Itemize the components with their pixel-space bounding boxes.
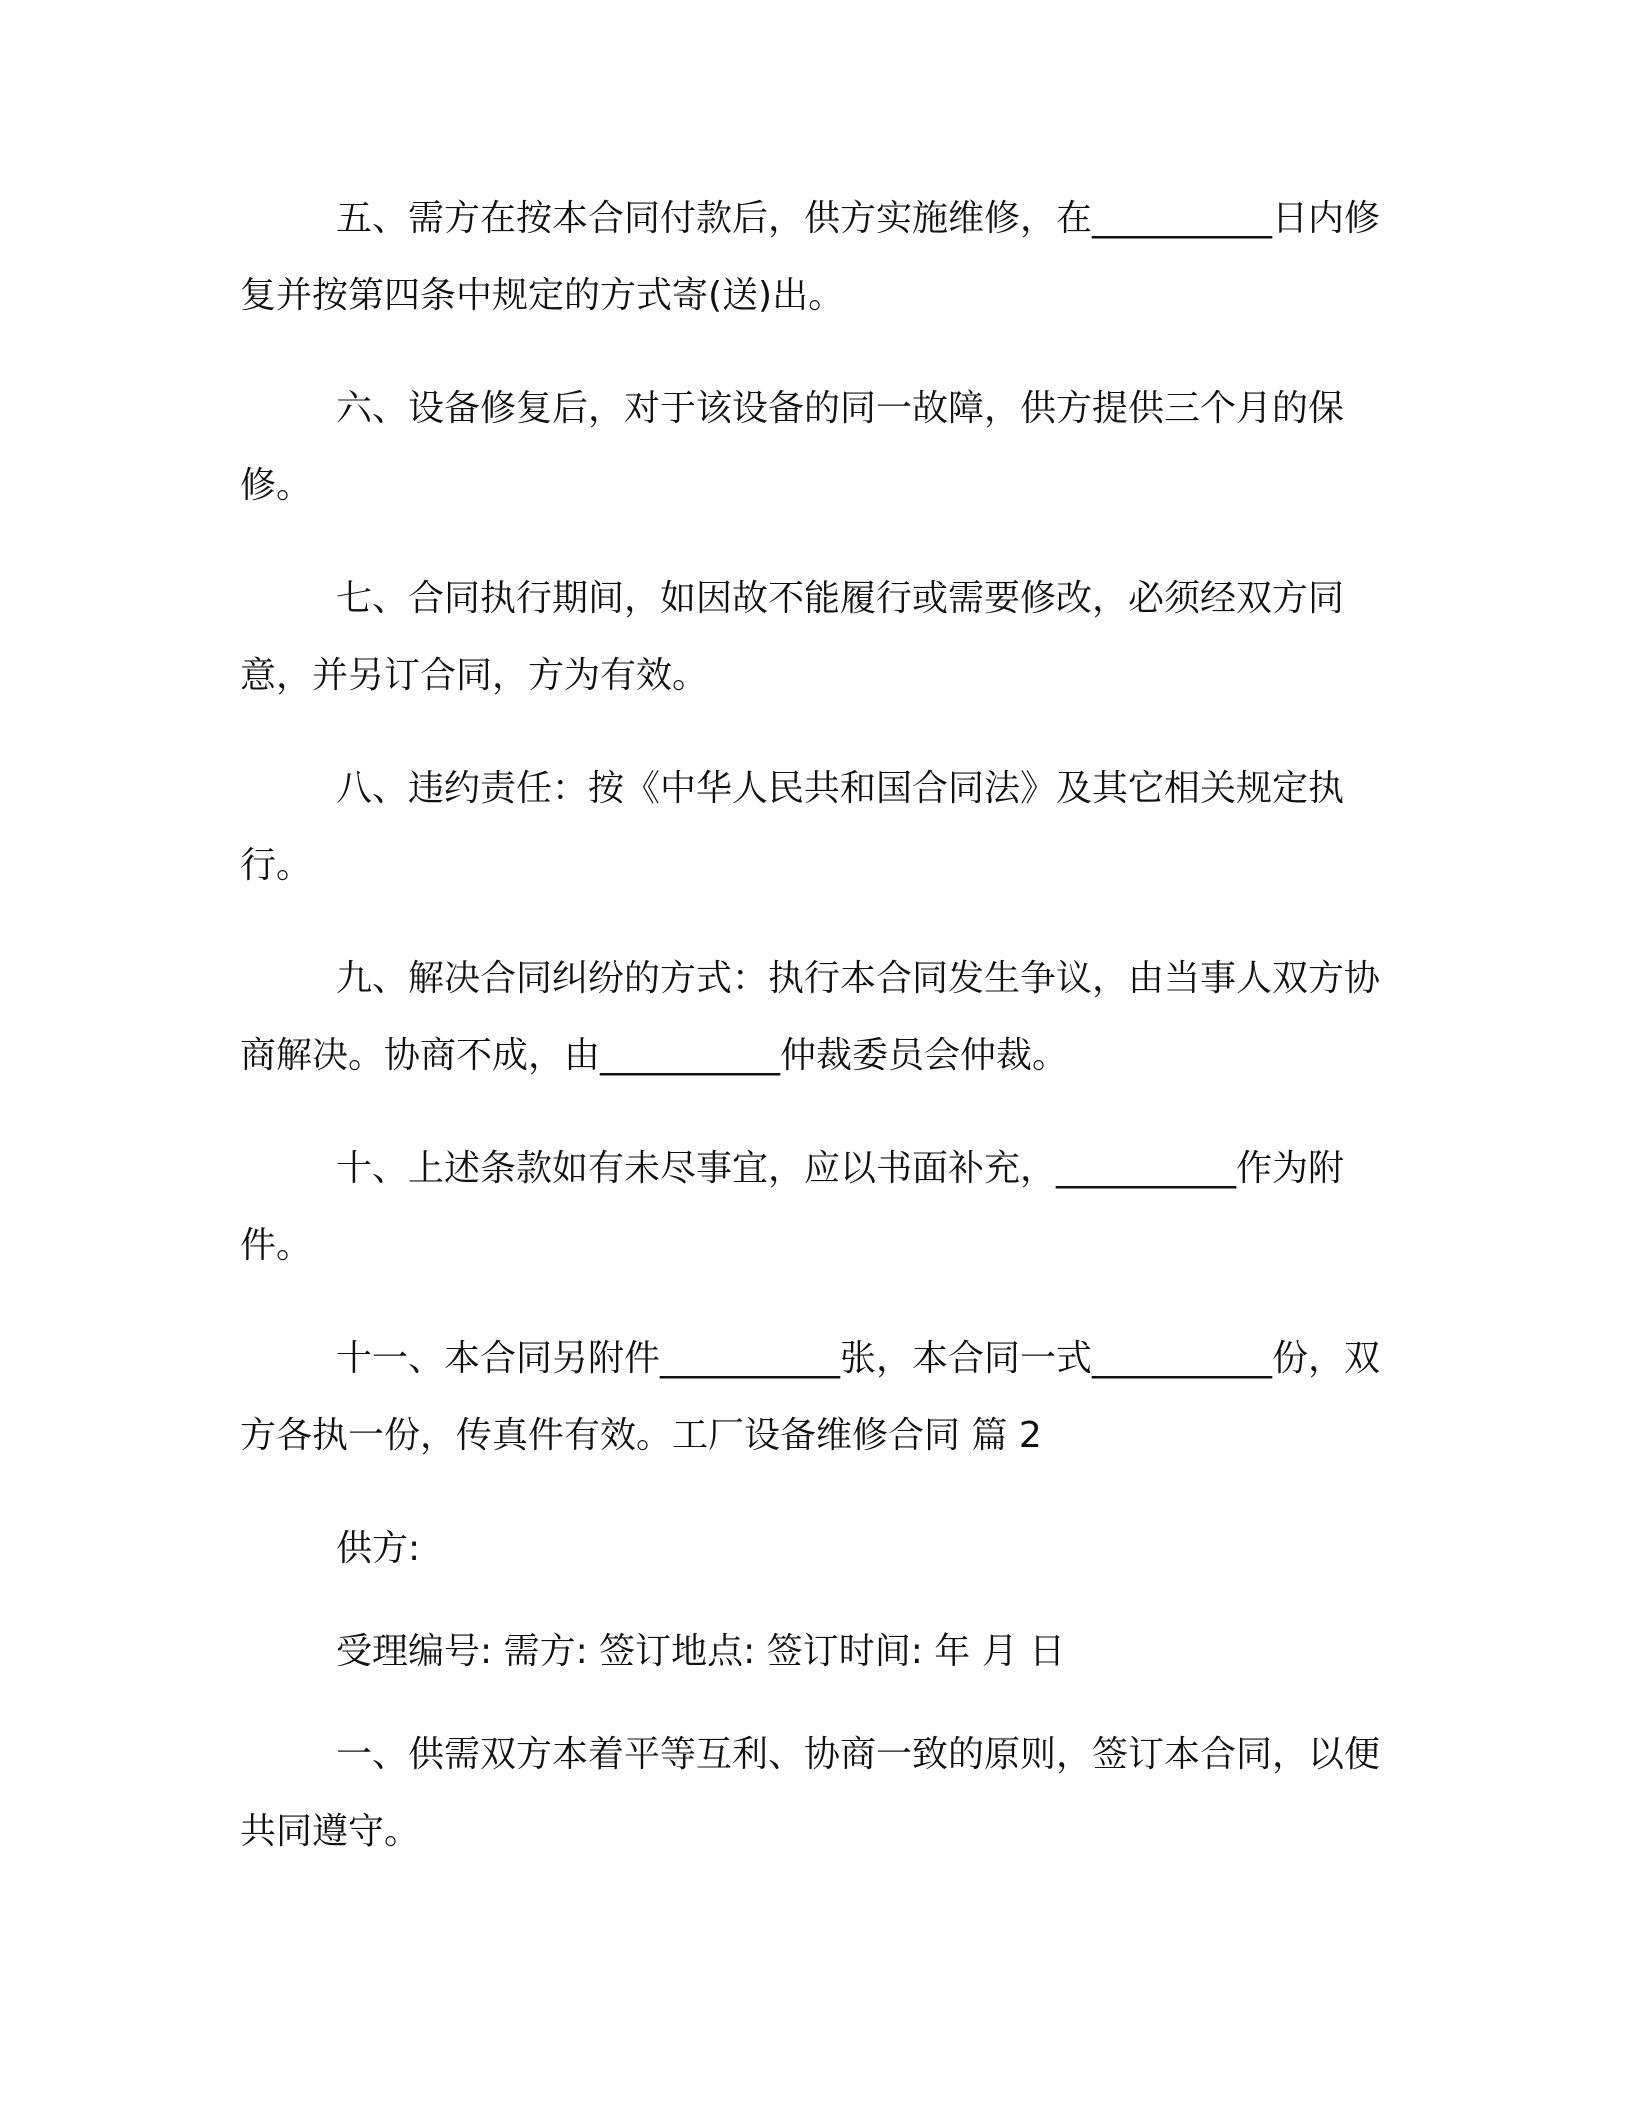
clause-6: 六、设备修复后，对于该设备的同一故障，供方提供三个月的保修。	[240, 388, 1345, 506]
clause-5: 五、需方在按本合同付款后，供方实施维修，在__________日内修复并按第四条中规定的方式寄(送)出。	[240, 198, 1381, 316]
contract-info-line: 受理编号: 需方: 签订地点: 签订时间: 年 月 日	[336, 1631, 1066, 1672]
clause-7: 七、合同执行期间，如因故不能履行或需要修改，必须经双方同意，并另订合同，方为有效。	[240, 578, 1345, 696]
document-body	[240, 180, 1380, 1906]
clause-11: 十一、本合同另附件__________张，本合同一式__________份，双方各执一份，传真件有效。工厂设备维修合同 篇 2	[240, 1338, 1381, 1456]
clause-8: 八、违约责任：按《中华人民共和国合同法》及其它相关规定执行。	[240, 768, 1345, 886]
clause-10: 十、上述条款如有未尽事宜，应以书面补充，__________作为附件。	[240, 1148, 1345, 1266]
clause-9: 九、解决合同纠纷的方式：执行本合同发生争议，由当事人双方协商解决。协商不成，由__________仲裁委员会仲裁。	[240, 958, 1381, 1076]
clause-1-part-2: 一、供需双方本着平等互利、协商一致的原则，签订本合同，以便共同遵守。	[240, 1734, 1381, 1852]
supplier-line: 供方:	[336, 1528, 421, 1569]
